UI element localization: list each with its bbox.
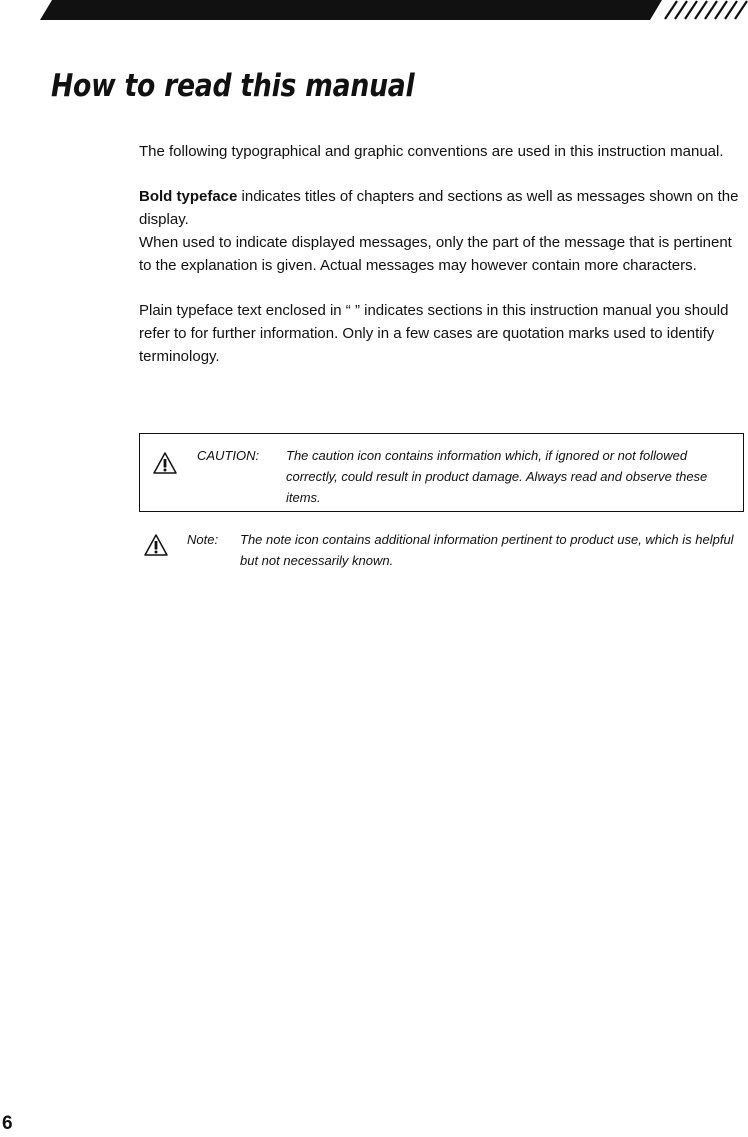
note-block	[139, 527, 744, 577]
intro-paragraph: The following typographical and graphic conventions are used in this instruction manual.	[139, 143, 724, 160]
header-stripe-bar	[0, 0, 748, 20]
displayed-messages-description: When used to indicate displayed messages, only the part of the message that is pertinent to the explanation is given. Actual messages may however contain more characters.	[139, 234, 732, 274]
caution-warning-icon	[152, 451, 178, 475]
bold-typeface-description: indicates titles of chapters and sections as well as messages shown on the display.	[139, 188, 739, 228]
plain-typeface-paragraph: Plain typeface text enclosed in “ ” indicates sections in this instruction manual you should refer to for further information. Only in a few cases are quotation marks used to identify terminology.	[139, 302, 729, 365]
note-text: The note icon contains additional information pertinent to product use, which is helpful but not necessarily known.	[240, 532, 734, 568]
bold-typeface-paragraph	[139, 185, 744, 277]
caution-box	[139, 433, 744, 512]
bold-typeface-term: Bold typeface	[139, 188, 238, 205]
page-title: How to read this manual	[51, 68, 415, 104]
caution-text: The caution icon contains information which, if ignored or not followed correctly, could result in product damage. Always read and observe these items.	[286, 448, 708, 505]
note-warning-icon	[143, 533, 169, 557]
note-label: Note:	[187, 532, 219, 547]
caution-label: CAUTION:	[197, 448, 260, 463]
page-number: 6	[2, 1113, 13, 1134]
body-text	[139, 140, 744, 390]
